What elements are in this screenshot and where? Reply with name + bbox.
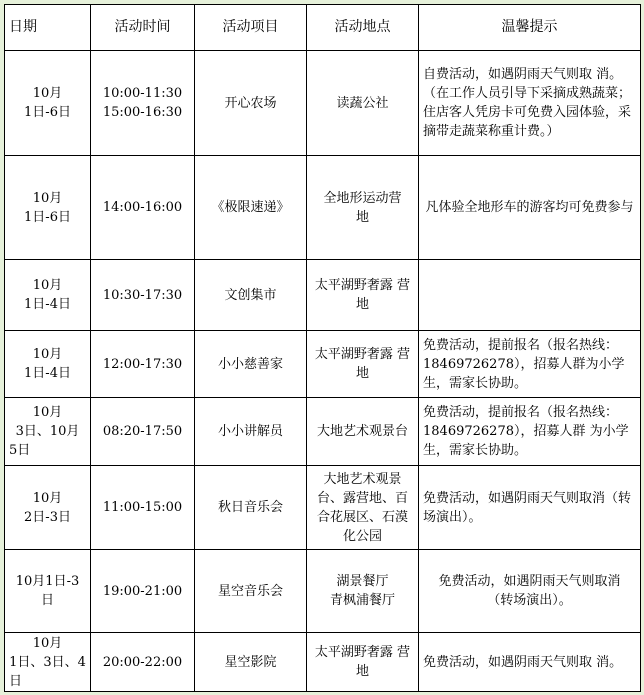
table-header-row — [5, 5, 641, 51]
tip-cell: 凡体验全地形车的游客均可免费参与 — [419, 156, 641, 260]
time-cell: 14:00-16:00 — [91, 156, 195, 260]
place-cell: 大地艺术观景台 — [307, 398, 419, 466]
date-line: 5日 — [9, 443, 31, 458]
table-row — [5, 156, 641, 260]
item-cell: 开心农场 — [195, 51, 307, 156]
table-row — [5, 331, 641, 398]
tip-line: （转场演出）。 — [487, 593, 572, 608]
date-line: 10月 — [32, 86, 63, 101]
date-line: 1日、3日、4 — [9, 654, 86, 670]
item-cell: 《极限速递》 — [195, 156, 307, 260]
date-line: 1日-4日 — [24, 297, 71, 312]
date-line: 1日-4日 — [24, 366, 71, 381]
date-line: 10月 — [32, 635, 63, 651]
date-line: 日 — [9, 673, 23, 689]
date-cell — [5, 466, 91, 550]
table-row — [5, 260, 641, 331]
date-line: 10月 — [32, 347, 63, 362]
date-line: 2日-3日 — [24, 509, 71, 525]
place-cell — [307, 633, 419, 692]
place-cell: 大地艺术观景台、露营地、百合花展区、石漠化公园 — [307, 466, 419, 550]
date-line: 10月 — [32, 490, 63, 506]
date-line: 1日-6日 — [24, 209, 71, 225]
header-date: 日期 — [5, 5, 91, 51]
date-cell — [5, 51, 91, 156]
date-cell — [5, 156, 91, 260]
table-row — [5, 466, 641, 550]
date-cell — [5, 633, 91, 692]
tip-cell: 免费活动，提前报名（报名热线：18469726278），招募人群为小学生，需家长协助。 — [419, 331, 641, 398]
table-row — [5, 51, 641, 156]
place-line: 地 — [355, 209, 369, 225]
time-line: 15:00-16:30 — [102, 105, 183, 120]
header-item: 活动项目 — [195, 5, 307, 51]
place-line: 地 — [355, 297, 369, 312]
item-cell: 小小慈善家 — [195, 331, 307, 398]
tip-cell: 自费活动，如遇阴雨天气则取 消。（在工作人员引导下采摘成熟蔬菜；住店客人凭房卡可免费入园体验，采摘带走蔬菜称重计费。） — [419, 51, 641, 156]
item-cell: 秋日音乐会 — [195, 466, 307, 550]
date-line: 1日-6日 — [24, 105, 71, 120]
date-line: 10月 — [32, 278, 63, 293]
header-place: 活动地点 — [307, 5, 419, 51]
item-cell: 小小讲解员 — [195, 398, 307, 466]
place-line: 青枫浦餐厅 — [329, 593, 395, 608]
tip-cell: 免费活动，提前报名（报名热线：18469726278），招募人群 为小学生，需家长协助。 — [419, 398, 641, 466]
table-row — [5, 398, 641, 466]
place-line: 太平湖野奢露 营 — [314, 278, 411, 293]
tip-cell: 免费活动，如遇阴雨天气则取消（转场演出）。 — [419, 466, 641, 550]
time-line: 10:00-11:30 — [102, 86, 183, 101]
place-cell: 读蔬公社 — [307, 51, 419, 156]
place-line: 全地形运动营 — [323, 190, 402, 206]
time-cell: 20:00-22:00 — [91, 633, 195, 692]
tip-cell: 免费活动，如遇阴雨天气则取 消。 — [419, 633, 641, 692]
date-line: 10月 — [32, 190, 63, 206]
time-cell: 10:30-17:30 — [91, 260, 195, 331]
time-cell: 19:00-21:00 — [91, 550, 195, 633]
table-row — [5, 550, 641, 633]
date-cell — [5, 260, 91, 331]
table-row — [5, 633, 641, 692]
date-cell — [5, 331, 91, 398]
place-line: 湖景餐厅 — [336, 574, 389, 589]
place-line: 太平湖野奢露 营 — [314, 347, 411, 362]
date-line: 3日、10月 — [15, 424, 80, 439]
place-line: 地 — [355, 366, 369, 381]
item-cell: 星空音乐会 — [195, 550, 307, 633]
time-cell — [91, 51, 195, 156]
date-line: 10月 — [32, 405, 63, 420]
tip-line: 免费活动，如遇阴雨天气则取消 — [438, 574, 621, 589]
place-cell — [307, 550, 419, 633]
item-cell: 文创集市 — [195, 260, 307, 331]
tip-cell — [419, 260, 641, 331]
time-cell: 12:00-17:30 — [91, 331, 195, 398]
item-cell: 星空影院 — [195, 633, 307, 692]
time-cell: 08:20-17:50 — [91, 398, 195, 466]
date-cell — [5, 550, 91, 633]
place-cell — [307, 260, 419, 331]
place-cell — [307, 331, 419, 398]
header-time: 活动时间 — [91, 5, 195, 51]
tip-cell — [419, 550, 641, 633]
place-line: 地 — [355, 664, 369, 679]
date-cell — [5, 398, 91, 466]
place-cell — [307, 156, 419, 260]
date-line: 10月1日-3 — [15, 574, 80, 589]
activity-schedule-table — [4, 4, 641, 692]
header-tip: 温馨提示 — [419, 5, 641, 51]
time-cell: 11:00-15:00 — [91, 466, 195, 550]
place-line: 太平湖野奢露 营 — [314, 645, 411, 660]
date-line: 日 — [40, 593, 54, 608]
